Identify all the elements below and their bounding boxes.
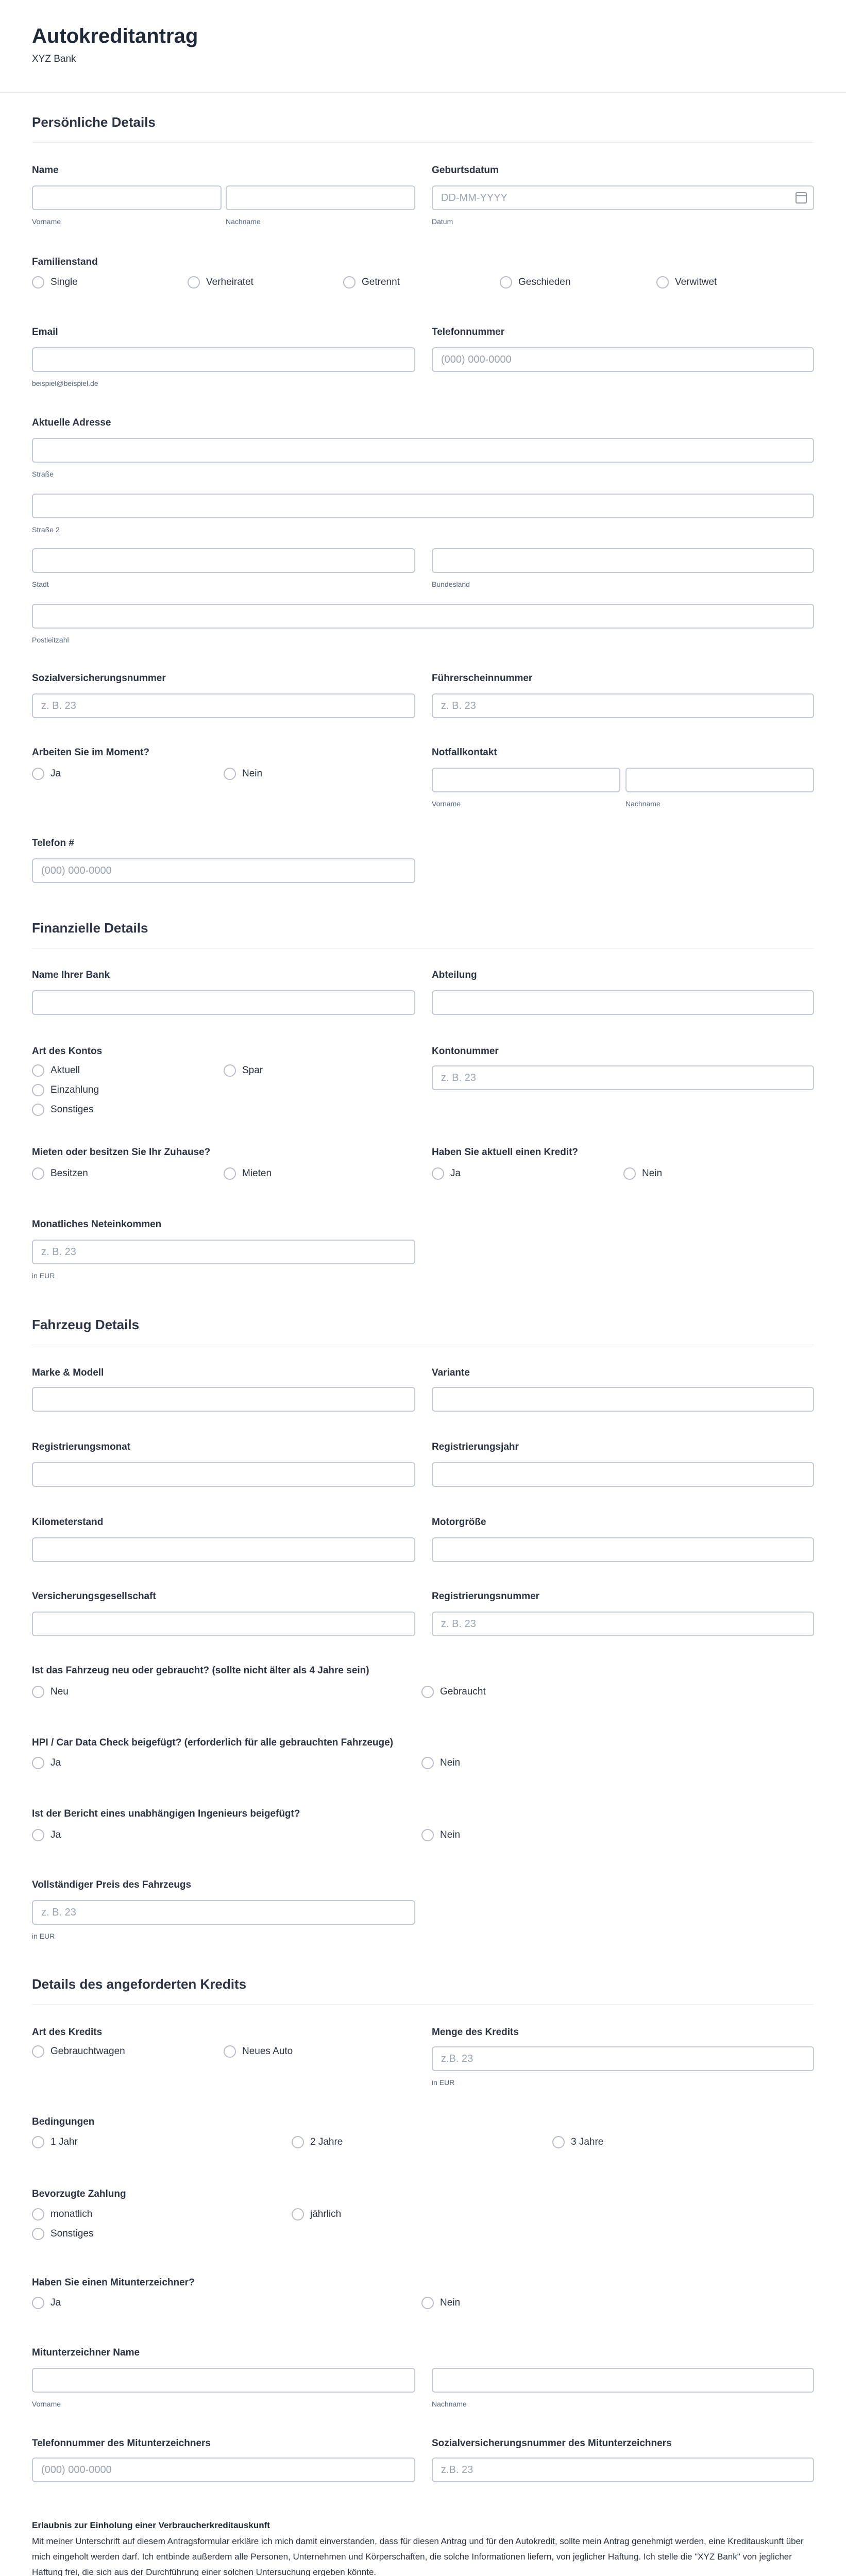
section-title-financial: Finanzielle Details <box>32 920 148 936</box>
terms-option-1-year[interactable]: 1 Jahr <box>32 2136 78 2148</box>
radio-circle[interactable] <box>32 1064 44 1077</box>
marital-option-married[interactable]: Verheiratet <box>188 276 253 289</box>
phone2-label: Telefon # <box>32 838 74 849</box>
email-sublabel: beispiel@beispiel.de <box>32 379 98 387</box>
ssn-input[interactable] <box>32 693 415 718</box>
income-sublabel: in EUR <box>32 1272 55 1280</box>
radio-circle[interactable] <box>32 1686 44 1698</box>
email-input[interactable] <box>32 347 415 372</box>
section-title-vehicle: Fahrzeug Details <box>32 1317 140 1332</box>
insurance-input[interactable] <box>32 1612 415 1636</box>
loan-amount-sublabel: in EUR <box>432 2078 455 2087</box>
engineer-report-label: Ist der Bericht eines unabhängigen Ingenieurs beigefügt? <box>32 1808 300 1819</box>
radio-circle[interactable] <box>421 2297 434 2309</box>
cosigner-option-yes[interactable]: Ja <box>32 2297 61 2309</box>
section-title-personal: Persönliche Details <box>32 114 156 130</box>
zip-sublabel: Postleitzahl <box>32 636 69 644</box>
account-number-label: Kontonummer <box>432 1046 499 1057</box>
birthdate-sublabel: Datum <box>432 217 453 226</box>
engineer-report-option-yes[interactable]: Ja <box>32 1829 61 1841</box>
mileage-label: Kilometerstand <box>32 1517 104 1528</box>
radio-circle[interactable] <box>292 2208 304 2221</box>
consent-paragraph-1: Mit meiner Unterschrift auf diesem Antragsformular erkläre ich mich damit einverstanden, dass für diesen Antrag und für den Autokredit, sollte mein Antrag genehmigt werden, eine Kreditauskunft über mich eingeholt werden darf. Ich entbinde außerdem alle Personen, Unternehmen und Körperschaften, die solche Informationen liefern, von jeglicher Haftung. Ich stelle die "XYZ Bank" von jeglicher Haftung frei, die sich aus der Durchführung einer solchen Untersuchung ergeben könnte. <box>32 2536 804 2576</box>
branch-input[interactable] <box>432 990 814 1015</box>
first-name-input[interactable] <box>32 185 222 210</box>
loan-amount-input[interactable] <box>432 2046 814 2071</box>
radio-circle[interactable] <box>623 1167 636 1180</box>
radio-circle[interactable] <box>432 1167 444 1180</box>
new-used-label: Ist das Fahrzeug neu oder gebraucht? (sollte nicht älter als 4 Jahre sein) <box>32 1665 369 1676</box>
city-sublabel: Stadt <box>32 580 49 588</box>
reg-number-label: Registrierungsnummer <box>432 1591 540 1602</box>
credit-label: Haben Sie aktuell einen Kredit? <box>432 1147 579 1158</box>
street-sublabel: Straße <box>32 470 54 478</box>
section-title-loan: Details des angeforderten Kredits <box>32 1976 247 1992</box>
zip-input[interactable] <box>32 604 814 629</box>
working-label: Arbeiten Sie im Moment? <box>32 747 150 758</box>
new-used-option-new[interactable]: Neu <box>32 1686 69 1698</box>
form-header <box>0 0 846 93</box>
payment-option-monthly[interactable]: monatlich <box>32 2208 92 2221</box>
last-name-input[interactable] <box>226 185 415 210</box>
cosigner-phone-label: Telefonnummer des Mitunterzeichners <box>32 2438 211 2449</box>
radio-circle[interactable] <box>421 1757 434 1769</box>
reg-year-input[interactable] <box>432 1462 814 1487</box>
payment-label: Bevorzugte Zahlung <box>32 2189 126 2199</box>
account-type-option-savings[interactable]: Spar <box>224 1064 263 1077</box>
radio-circle[interactable] <box>32 2228 44 2240</box>
marital-option-single[interactable]: Single <box>32 276 78 289</box>
state-input[interactable] <box>432 548 814 573</box>
cosigner-phone-input[interactable] <box>32 2458 415 2482</box>
hpi-option-yes[interactable]: Ja <box>32 1757 61 1769</box>
radio-circle[interactable] <box>32 1757 44 1769</box>
cosigner-name-label: Mitunterzeichner Name <box>32 2347 140 2358</box>
street2-sublabel: Straße 2 <box>32 526 60 534</box>
marital-option-widowed[interactable]: Verwitwet <box>656 276 717 289</box>
radio-circle[interactable] <box>32 276 44 289</box>
hpi-option-no[interactable]: Nein <box>421 1757 460 1769</box>
account-type-label: Art des Kontos <box>32 1046 103 1057</box>
account-number-input[interactable] <box>432 1065 814 1090</box>
bank-name-label: Name Ihrer Bank <box>32 970 110 980</box>
email-label: Email <box>32 327 58 337</box>
state-sublabel: Bundesland <box>432 580 470 588</box>
street2-input[interactable] <box>32 494 814 518</box>
address-label: Aktuelle Adresse <box>32 417 111 428</box>
marital-status-label: Familienstand <box>32 257 98 267</box>
terms-label: Bedingungen <box>32 2116 95 2127</box>
working-option-no[interactable]: Nein <box>224 768 262 780</box>
radio-circle[interactable] <box>224 768 236 780</box>
marital-option-separated[interactable]: Getrennt <box>343 276 400 289</box>
credit-option-yes[interactable]: Ja <box>432 1167 461 1180</box>
engineer-report-option-no[interactable]: Nein <box>421 1829 460 1841</box>
license-input[interactable] <box>432 693 814 718</box>
cosigner-last-sublabel: Nachname <box>432 2400 467 2408</box>
radio-circle[interactable] <box>32 1084 44 1096</box>
radio-circle[interactable] <box>224 1064 236 1077</box>
calendar-icon[interactable] <box>796 192 807 204</box>
first-name-sublabel: Vorname <box>32 217 61 226</box>
radio-circle[interactable] <box>421 1829 434 1841</box>
radio-circle[interactable] <box>32 1829 44 1841</box>
mileage-input[interactable] <box>32 1537 415 1562</box>
make-model-input[interactable] <box>32 1387 415 1412</box>
form-subtitle: XYZ Bank <box>32 54 76 64</box>
income-label: Monatliches Neteinkommen <box>32 1219 162 1230</box>
emergency-first-sublabel: Vorname <box>432 800 461 808</box>
reg-number-input[interactable] <box>432 1612 814 1636</box>
reg-month-label: Registrierungsmonat <box>32 1442 131 1452</box>
make-model-label: Marke & Modell <box>32 1367 104 1378</box>
radio-circle[interactable] <box>32 768 44 780</box>
emergency-first-input[interactable] <box>432 768 620 792</box>
reg-month-input[interactable] <box>32 1462 415 1487</box>
section-divider <box>32 142 814 143</box>
cosigner-last-input[interactable] <box>432 2368 814 2393</box>
account-type-option-deposit[interactable]: Einzahlung <box>32 1084 99 1096</box>
cosigner-question-label: Haben Sie einen Mitunterzeichner? <box>32 2277 195 2288</box>
marital-option-divorced[interactable]: Geschieden <box>500 276 570 289</box>
loan-type-option-used-car[interactable]: Gebrauchtwagen <box>32 2045 125 2058</box>
street-input[interactable] <box>32 438 814 463</box>
income-input[interactable] <box>32 1240 415 1264</box>
working-option-yes[interactable]: Ja <box>32 768 61 780</box>
new-used-option-used[interactable]: Gebraucht <box>421 1686 486 1698</box>
loan-type-label: Art des Kredits <box>32 2027 103 2038</box>
city-input[interactable] <box>32 548 415 573</box>
reg-year-label: Registrierungsjahr <box>432 1442 519 1452</box>
insurance-label: Versicherungsgesellschaft <box>32 1591 156 1602</box>
radio-circle[interactable] <box>32 1167 44 1180</box>
phone-input[interactable] <box>432 347 814 372</box>
phone2-input[interactable] <box>32 858 415 883</box>
ssn-label: Sozialversicherungsnummer <box>32 673 166 684</box>
last-name-sublabel: Nachname <box>226 217 261 226</box>
radio-circle[interactable] <box>32 2208 44 2221</box>
license-label: Führerscheinnummer <box>432 673 533 684</box>
section-divider <box>32 2004 814 2005</box>
hpi-label: HPI / Car Data Check beigefügt? (erforderlich für alle gebrauchten Fahrzeuge) <box>32 1737 394 1748</box>
radio-circle[interactable] <box>421 1686 434 1698</box>
radio-circle[interactable] <box>32 2045 44 2058</box>
radio-circle[interactable] <box>552 2136 565 2148</box>
vehicle-price-label: Vollständiger Preis des Fahrzeugs <box>32 1879 192 1890</box>
branch-label: Abteilung <box>432 970 477 980</box>
radio-circle[interactable] <box>32 1104 44 1116</box>
vehicle-price-input[interactable] <box>32 1900 415 1925</box>
cosigner-first-input[interactable] <box>32 2368 415 2393</box>
emergency-last-input[interactable] <box>625 768 814 792</box>
radio-circle[interactable] <box>32 2297 44 2309</box>
vehicle-price-sublabel: in EUR <box>32 1932 55 1940</box>
emergency-contact-label: Notfallkontakt <box>432 747 497 758</box>
cosigner-ssn-label: Sozialversicherungsnummer des Mitunterzeichners <box>432 2438 672 2449</box>
loan-type-option-new-car[interactable]: Neues Auto <box>224 2045 293 2058</box>
terms-option-2-years[interactable]: 2 Jahre <box>292 2136 343 2148</box>
name-label: Name <box>32 165 59 176</box>
phone-label: Telefonnummer <box>432 327 505 337</box>
payment-option-other[interactable]: Sonstiges <box>32 2228 93 2240</box>
bank-name-input[interactable] <box>32 990 415 1015</box>
radio-circle[interactable] <box>224 1167 236 1180</box>
radio-circle[interactable] <box>292 2136 304 2148</box>
consent-title: Erlaubnis zur Einholung einer Verbraucherkreditauskunft <box>32 2520 270 2530</box>
radio-circle[interactable] <box>32 2136 44 2148</box>
radio-circle[interactable] <box>500 276 512 289</box>
birthdate-input[interactable] <box>432 185 814 210</box>
account-type-option-other[interactable]: Sonstiges <box>32 1104 93 1116</box>
form-title: Autokreditantrag <box>32 25 198 47</box>
credit-option-no[interactable]: Nein <box>623 1167 662 1180</box>
radio-circle[interactable] <box>188 276 200 289</box>
emergency-last-sublabel: Nachname <box>625 800 661 808</box>
cosigner-first-sublabel: Vorname <box>32 2400 61 2408</box>
terms-option-3-years[interactable]: 3 Jahre <box>552 2136 603 2148</box>
variant-label: Variante <box>432 1367 470 1378</box>
loan-amount-label: Menge des Kredits <box>432 2027 519 2038</box>
radio-circle[interactable] <box>224 2045 236 2058</box>
account-type-option-current[interactable]: Aktuell <box>32 1064 80 1077</box>
engine-size-input[interactable] <box>432 1537 814 1562</box>
variant-input[interactable] <box>432 1387 814 1412</box>
engine-size-label: Motorgröße <box>432 1517 486 1528</box>
home-option-rent[interactable]: Mieten <box>224 1167 272 1180</box>
radio-circle[interactable] <box>343 276 356 289</box>
radio-circle[interactable] <box>656 276 669 289</box>
birthdate-label: Geburtsdatum <box>432 165 499 176</box>
cosigner-option-no[interactable]: Nein <box>421 2297 460 2309</box>
home-option-own[interactable]: Besitzen <box>32 1167 88 1180</box>
payment-option-yearly[interactable]: jährlich <box>292 2208 341 2221</box>
cosigner-ssn-input[interactable] <box>432 2458 814 2482</box>
home-label: Mieten oder besitzen Sie Ihr Zuhause? <box>32 1147 211 1158</box>
